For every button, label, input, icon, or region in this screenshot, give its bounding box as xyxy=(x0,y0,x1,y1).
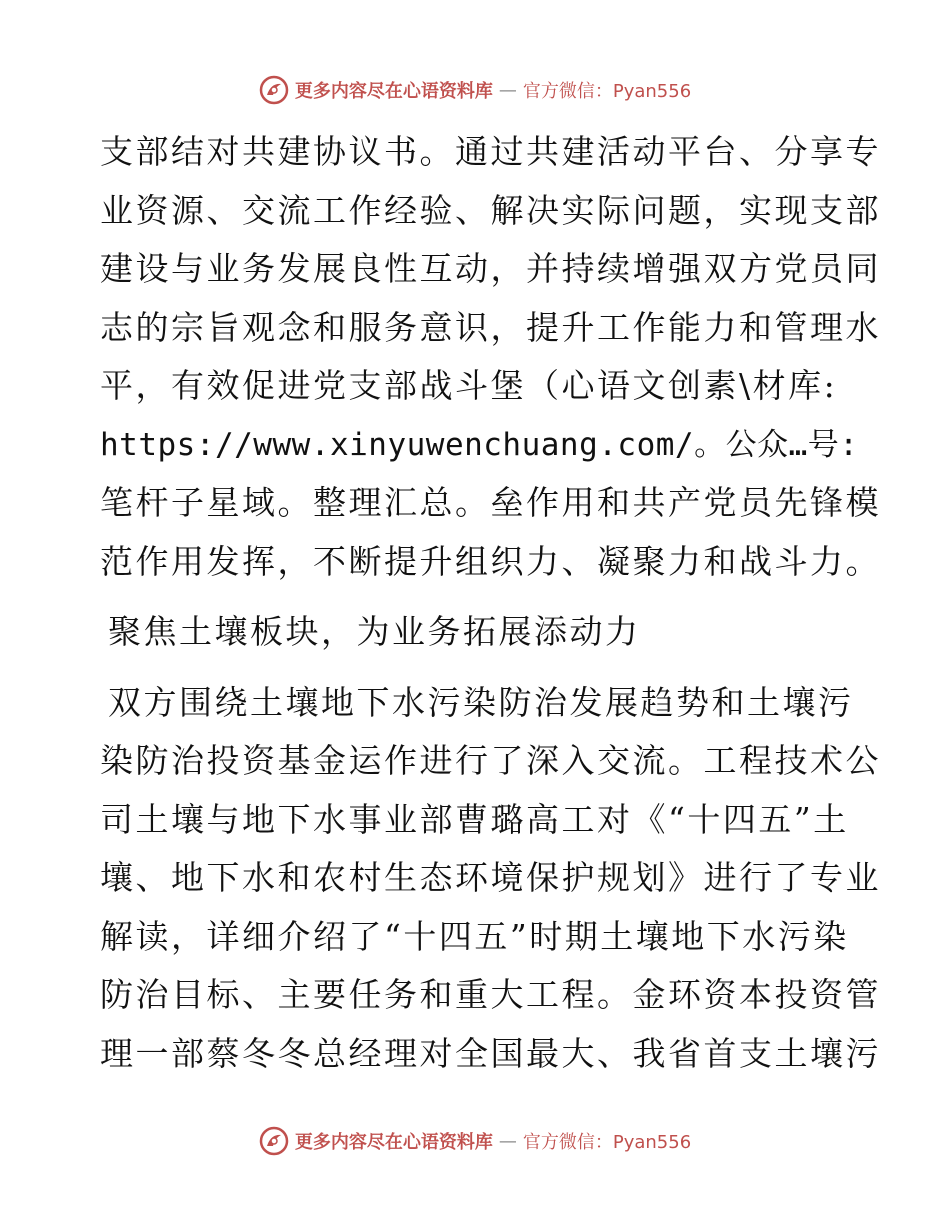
text-line: 壤、地下水和农村生态环境保护规划》进行了专业 xyxy=(100,858,881,897)
text-line: 司土壤与地下水事业部曹璐高工对《“十四五”土 xyxy=(100,799,849,839)
text-line: 防治目标、主要任务和重大工程。金环资本投资管 xyxy=(100,975,881,1014)
watermark-wechat: 官方微信：Pyan556 xyxy=(522,81,692,102)
text-line: 业资源、交流工作经验、解决实际问题，实现支部 xyxy=(100,190,881,230)
text-line: 志的宗旨观念和服务意识，提升工作能力和管理水 xyxy=(100,307,881,347)
brand-logo-icon xyxy=(259,75,289,105)
watermark-dash: — xyxy=(498,1130,517,1152)
watermark-text: 更多内容尽在心语资料库 xyxy=(294,81,493,102)
text-line-url: https://www.xinyuwenchuang.com/。公众…号: xyxy=(100,426,859,463)
text-line: 范作用发挥，不断提升组织力、凝聚力和战斗力。 xyxy=(100,541,881,581)
watermark-text: 更多内容尽在心语资料库 xyxy=(294,1132,493,1153)
footer-watermark xyxy=(0,1126,950,1156)
text-line: 支部结对共建协议书。通过共建活动平台、分享专 xyxy=(100,132,881,171)
text-line: 平，有效促进党支部战斗堡（心语文创素\材库: xyxy=(100,366,838,405)
text-line: 笔杆子星域。整理汇总。垒作用和共产党员先锋模 xyxy=(100,483,881,522)
text-line: 理一部蔡冬冬总经理对全国最大、我省首支土壤污 xyxy=(100,1033,881,1073)
text-line: 染防治投资基金运作进行了深入交流。工程技术公 xyxy=(100,741,881,780)
watermark-dash: — xyxy=(498,79,517,101)
brand-logo-icon xyxy=(259,1126,289,1156)
paragraph-1 xyxy=(100,123,881,591)
document-body xyxy=(100,123,881,1083)
text-line: 双方围绕土壤地下水污染防治发展趋势和土壤污 xyxy=(108,682,854,722)
text-line: 建设与业务发展良性互动，并持续增强双方党员同 xyxy=(100,249,881,288)
header-watermark xyxy=(0,75,950,105)
section-heading: 聚焦土壤板块，为业务拓展添动力 xyxy=(108,612,641,651)
text-line: 解读，详细介绍了“十四五”时期土壤地下水污染 xyxy=(100,916,849,956)
paragraph-2 xyxy=(100,674,881,1084)
watermark-wechat: 官方微信：Pyan556 xyxy=(522,1132,692,1153)
